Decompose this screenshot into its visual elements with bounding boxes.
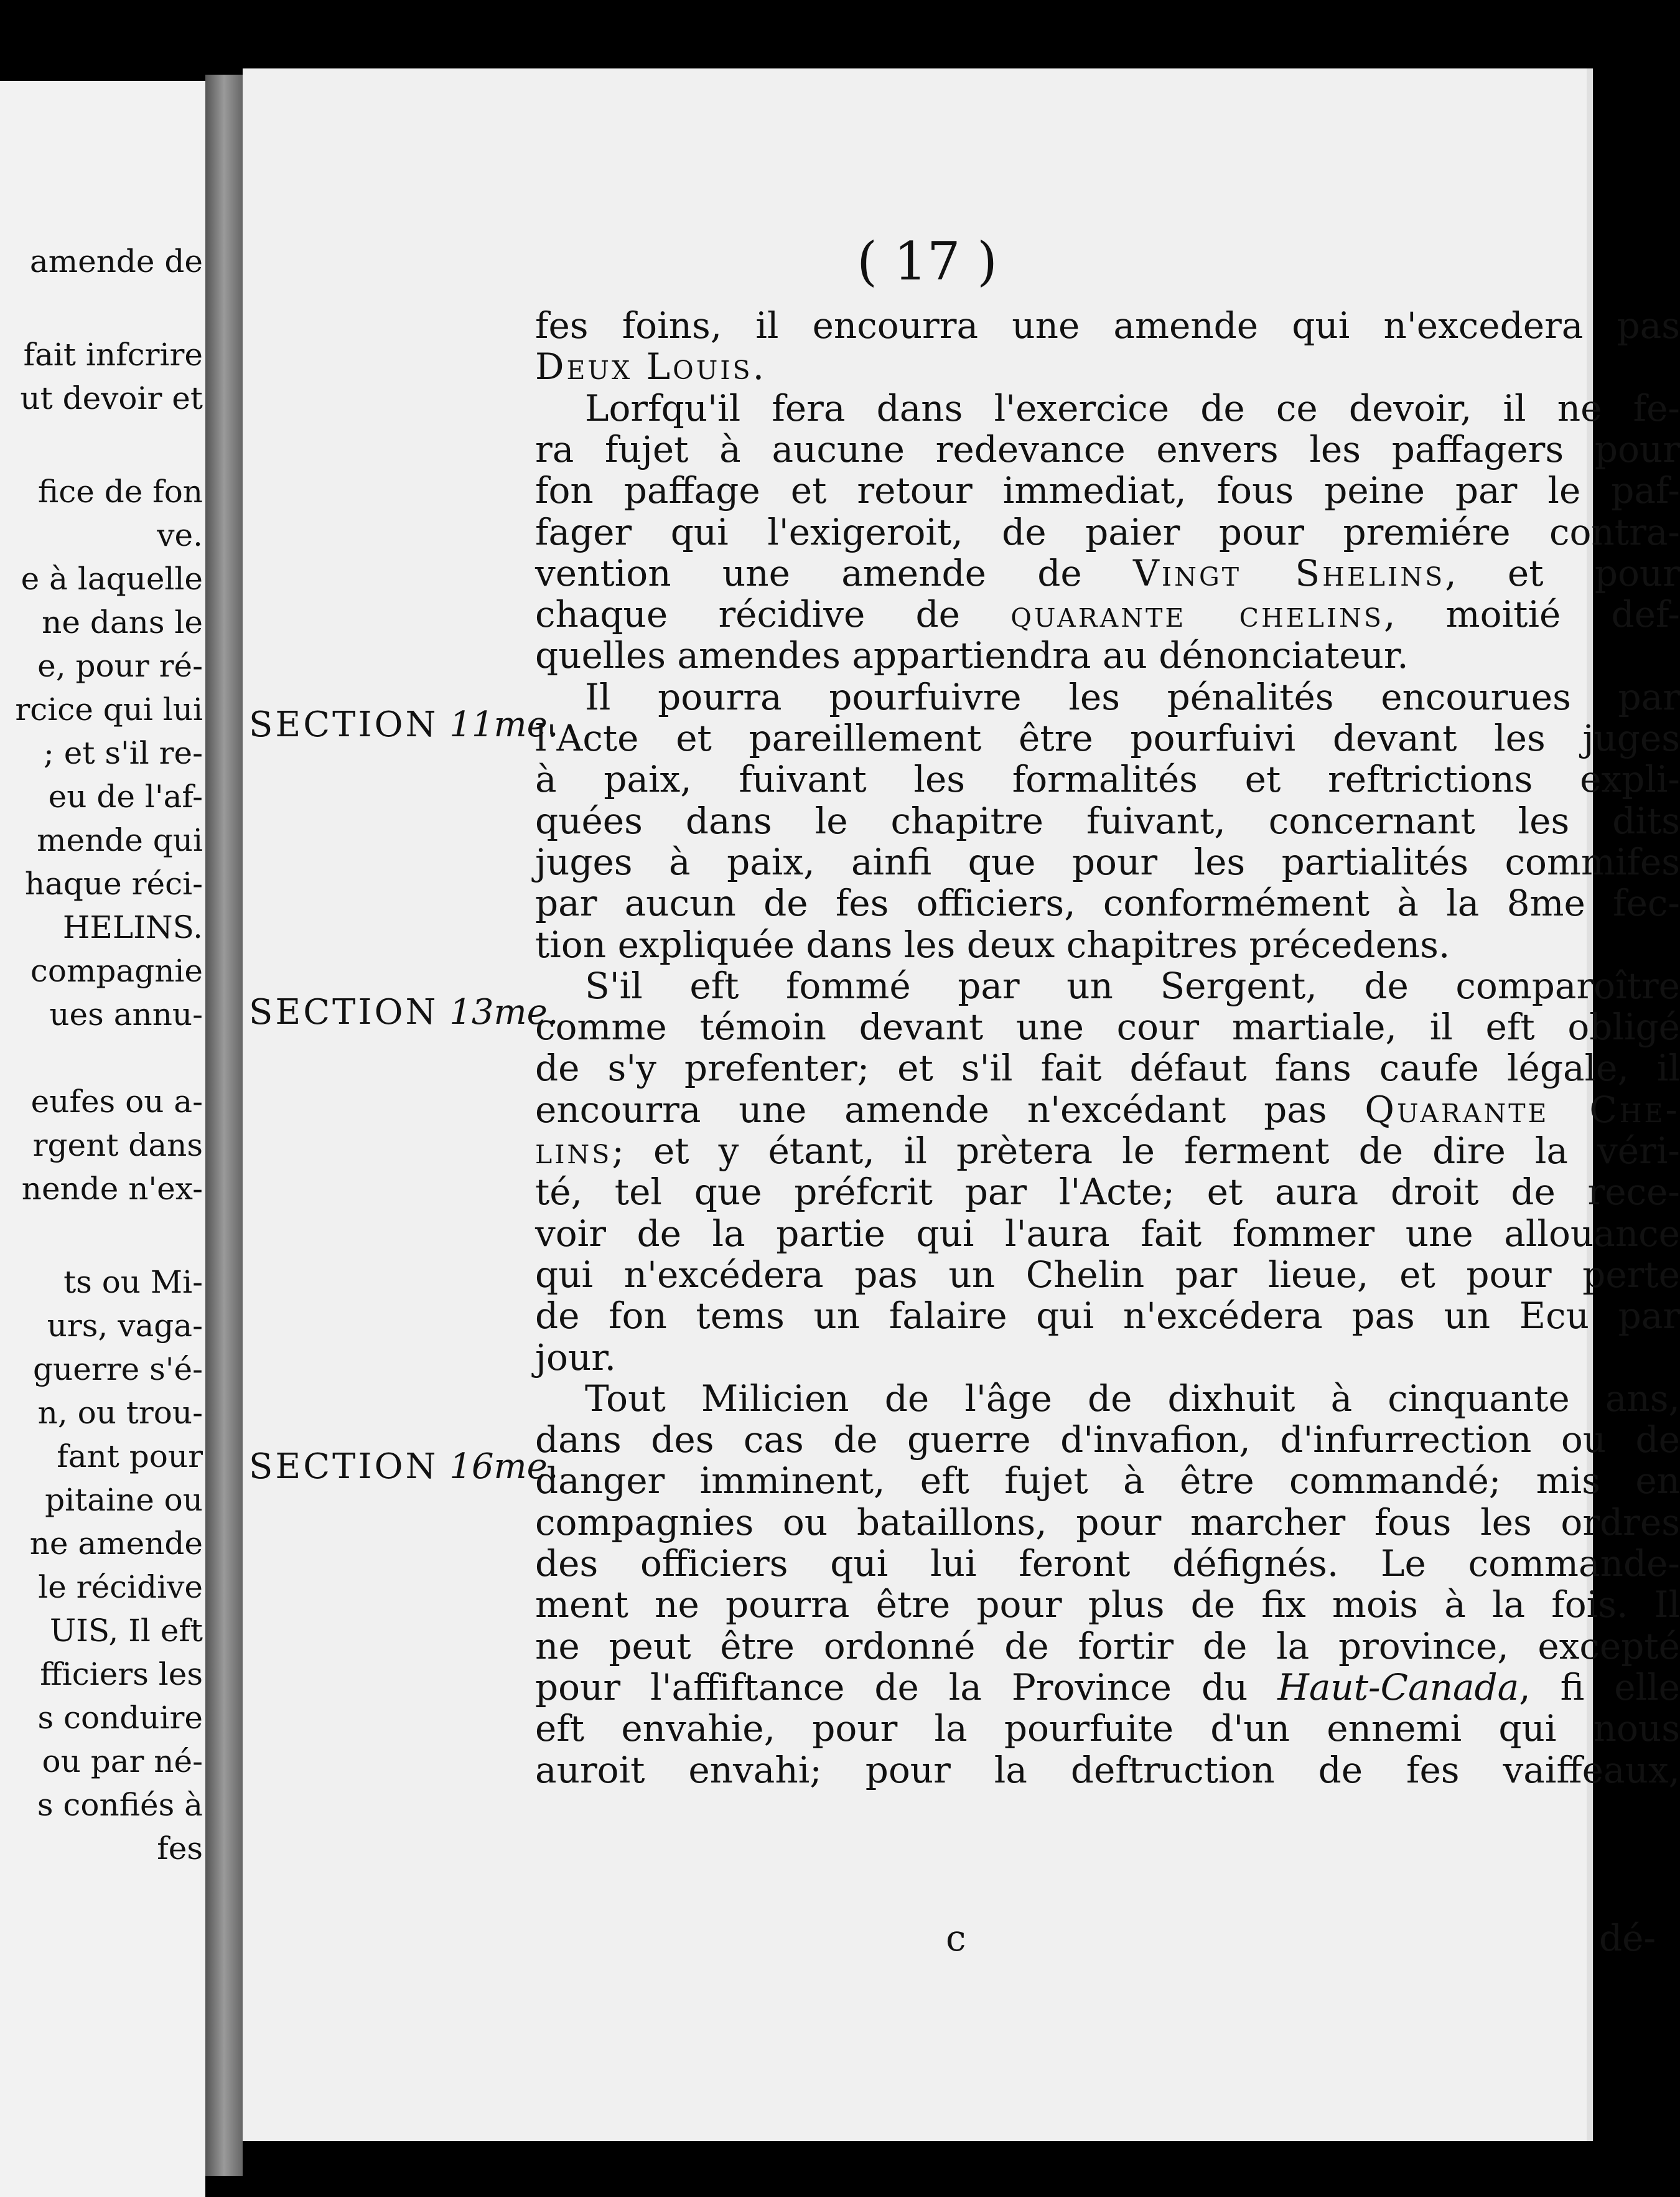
left-page-line: compagnie [30,953,203,989]
left-page-line: UIS, Il eft [50,1613,203,1649]
left-page-line: haque réci- [24,866,203,902]
left-page-line: guerre s'é- [33,1351,203,1387]
section-label: SECTION [249,992,439,1033]
margin-note-section-16 [249,1446,559,1487]
margin-note-section-11 [249,705,559,746]
body-line: des officiers qui lui feront défignés. Le commande- [535,1542,1680,1585]
body-line: ne peut être ordonné de fortir de la province, excepté [535,1625,1680,1667]
body-line: fes foins, il encourra une amende qui n'excedera pas [535,304,1680,347]
left-page-line: fice de fon [37,474,203,510]
body-line: lins; et y étant, il prètera le ferment de dire la véri- [535,1130,1680,1172]
body-line: S'il eft fommé par un Sergent, de comparoître [585,965,1680,1007]
left-page-line: pitaine ou [45,1482,203,1518]
body-line: pour l'affiftance de la Province du Haut-Canada, fi elle [535,1666,1680,1708]
body-line: quelles amendes appartiendra au dénonciateur. [535,634,1409,677]
margin-note-section-13 [249,992,559,1033]
body-line: té, tel que préfcrit par l'Acte; et aura droit de rece- [535,1171,1680,1213]
left-page-line: ts ou Mi- [63,1264,203,1300]
section-number: 13me. [449,992,559,1033]
body-line: encourra une amende n'excédant pas Quarante Che- [535,1089,1680,1131]
left-page-line: e à laquelle [21,561,203,597]
body-line: par aucun de fes officiers, conformément à la 8me fec- [535,882,1680,924]
body-line: de s'y prefenter; et s'il fait défaut fans caufe légale, il [535,1047,1680,1089]
left-page-line: n, ou trou- [37,1395,203,1431]
signature-mark: c [946,1917,966,1959]
body-line: Il pourra pourfuivre les pénalités encourues par [585,676,1680,718]
left-page-line: ve. [157,517,203,553]
left-page-line: fes [157,1830,203,1867]
left-page-line: mende qui [37,822,203,858]
body-line: de fon tems un falaire qui n'excédera pas un Ecu par [535,1295,1680,1337]
body-line: Tout Milicien de l'âge de dixhuit à cinquante ans, [585,1377,1680,1420]
left-page-line: e, pour ré- [37,648,203,684]
body-line: fon paffage et retour immediat, fous peine par le paf- [535,469,1680,512]
body-line: ment ne pourra être pour plus de fix mois à la fois. Il [535,1583,1680,1626]
body-line: tion expliquée dans les deux chapitres précedens. [535,924,1450,966]
left-page-line: ; et s'il re- [44,735,203,771]
body-line: chaque récidive de quarante chelins, moitié def- [535,593,1680,635]
catchword: dé- [1599,1917,1656,1959]
body-line: voir de la partie qui l'aura fait fommer une allouance [535,1212,1680,1255]
section-number: 11me. [449,705,559,745]
body-line: vention une amende de Vingt Shelins, et pour [535,552,1680,594]
left-page-line: fant pour [57,1438,203,1474]
body-line: ra fujet à aucune redevance envers les paffagers pour [535,428,1680,471]
body-line: quées dans le chapitre fuivant, concernant les dits [535,800,1680,842]
left-page-line: rgent dans [32,1127,203,1163]
left-page-fragment [0,81,205,2197]
right-page [243,68,1680,2141]
left-page-line: fficiers les [40,1656,203,1692]
left-page-line: rcice qui lui [15,691,203,728]
body-line: compagnies ou bataillons, pour marcher fous les ordres [535,1501,1680,1544]
body-line: qui n'excédera pas un Chelin par lieue, et pour perte [535,1253,1680,1296]
left-page-line: amende de [29,243,203,279]
page-number: ( 17 ) [857,231,997,292]
left-page-line: s confiés à [37,1787,203,1823]
body-line: eft envahie, pour la pourfuite d'un ennemi qui nous [535,1707,1680,1750]
left-page-line: nende n'ex- [21,1171,203,1207]
body-line: jour. [535,1336,617,1379]
body-line: fager qui l'exigeroit, de paier pour premiére contra- [535,511,1680,553]
body-line: à paix, fuivant les formalités et reftrictions expli- [535,758,1680,800]
left-page-line: le récidive [38,1569,203,1605]
left-page-line: ne amende [29,1525,203,1562]
left-page-line: urs, vaga- [47,1308,203,1344]
body-line: l'Acte et pareillement être pourfuivi devant les juges [535,717,1680,759]
body-line: Deux Louis. [535,345,767,388]
left-page-line: HELINS. [62,909,203,945]
body-line: dans des cas de guerre d'invafion, d'infurrection ou de [535,1418,1680,1461]
left-page-line: eu de l'af- [48,779,203,815]
section-label: SECTION [249,705,439,745]
left-page-line: s conduire [37,1700,203,1736]
body-line: danger imminent, eft fujet à être commandé; mis en [535,1459,1680,1502]
body-line: juges à paix, ainfi que pour les partialités commifes [535,841,1680,883]
body-line: Lorfqu'il fera dans l'exercice de ce devoir, il ne fe- [585,387,1680,429]
left-page-line: ut devoir et [20,380,203,416]
body-line: auroit envahi; pour la deftruction de fes vaiffeaux, [535,1749,1680,1791]
left-page-line: ues annu- [49,996,203,1033]
left-page-line: eufes ou a- [30,1084,203,1120]
section-label: SECTION [249,1446,439,1487]
section-number: 16me. [449,1446,559,1487]
body-line: comme témoin devant une cour martiale, il eft obligé [535,1006,1680,1048]
book-gutter [205,75,243,2176]
left-page-line: fait infcrire [23,337,203,373]
left-page-line: ou par né- [42,1743,203,1779]
left-page-line: ne dans le [42,604,203,640]
